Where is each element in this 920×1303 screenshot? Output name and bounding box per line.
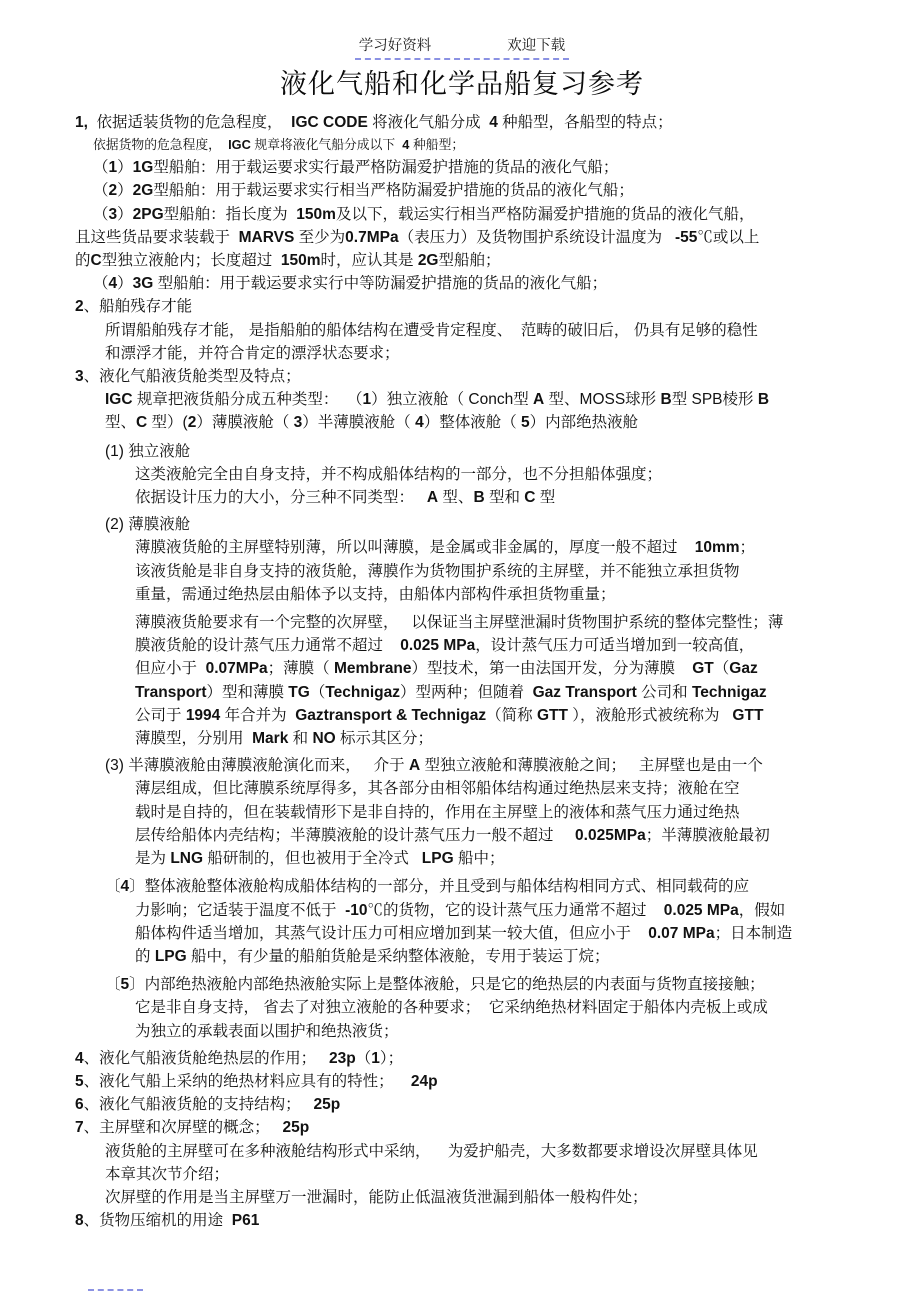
emphasis-text: 4 bbox=[489, 114, 498, 131]
text-line bbox=[75, 411, 884, 434]
body-text: 规章把液货船分成五种类型： （ bbox=[132, 391, 363, 409]
body-text: 〕整体液舱整体液舱构成船体结构的一部分，并且受到与船体结构相同方式、相同载荷的应 bbox=[129, 878, 750, 896]
emphasis-text: B bbox=[660, 391, 672, 409]
body-text: (1) 独立液舱 bbox=[105, 442, 191, 460]
emphasis-text: 4 bbox=[415, 414, 424, 432]
text-line bbox=[75, 134, 884, 156]
emphasis-text: 0.025 MPa bbox=[400, 637, 476, 655]
body-text: 型船舶； bbox=[438, 252, 501, 270]
body-text: 、液化气船上采纳的绝热材料应具有的特性； bbox=[83, 1072, 411, 1090]
emphasis-text: 10mm bbox=[694, 539, 740, 557]
emphasis-text: 0.025 MPa bbox=[663, 901, 739, 919]
emphasis-text: C bbox=[524, 489, 536, 507]
body-text: (3) 半薄膜液舱由薄膜液舱演化而来， 介于 bbox=[105, 757, 409, 775]
text-line bbox=[75, 922, 884, 945]
emphasis-text: Gaz Transport bbox=[532, 683, 637, 701]
text-line bbox=[75, 875, 884, 898]
emphasis-text: A bbox=[426, 489, 439, 507]
body-text: 层传给船体内壳结构；半薄膜液舱的设计蒸气压力一般不超过 bbox=[135, 826, 576, 844]
text-line bbox=[75, 226, 884, 249]
emphasis-text: -10 bbox=[345, 901, 368, 919]
body-text: ） bbox=[117, 159, 133, 177]
body-text: 、液化气船液货舱的支持结构； bbox=[83, 1096, 314, 1114]
emphasis-text: 2PG bbox=[132, 205, 164, 223]
text-line bbox=[75, 1209, 884, 1232]
emphasis-text: 1 bbox=[108, 159, 118, 177]
emphasis-text: 0.025MPa bbox=[575, 826, 646, 844]
header-left-text: 学习好资料 bbox=[358, 38, 432, 54]
body-text: 将液化气船分成 bbox=[367, 114, 490, 131]
body-text: 它是非自身支持， 省去了对独立液舱的各种要求； 它采纳绝热材料固定于船体内壳板上或成 bbox=[135, 999, 768, 1017]
body-text: 薄层组成，但比薄膜系统厚得多，其各部分由相邻船体结构通过绝热层来支持；液舱在空 bbox=[135, 780, 740, 798]
emphasis-text: 0.7MPa bbox=[345, 228, 399, 246]
body-text: 〕内部绝热液舱内部绝热液舱实际上是整体液舱，只是它的绝热层的内表面与货物直接接触； bbox=[129, 976, 765, 994]
emphasis-text: LNG bbox=[170, 850, 204, 868]
emphasis-text: 25p bbox=[282, 1119, 310, 1137]
text-line bbox=[75, 111, 884, 134]
emphasis-text: 1, bbox=[75, 114, 88, 131]
spellcheck-dash-mark bbox=[88, 1289, 143, 1291]
emphasis-text: C bbox=[90, 252, 102, 270]
body-text: 液货舱的主屏壁可在多种液舱结构形式中采纳， 为爱护船壳，大多数都要求增设次屏壁具体见 bbox=[105, 1142, 758, 1160]
body-text: 薄膜型，分别用 bbox=[135, 730, 253, 748]
text-line bbox=[75, 583, 884, 606]
body-text: 型船舶：用于载运要求实行中等防漏爱护措施的货品的液化气船； bbox=[153, 275, 608, 293]
body-text: 次屏壁的作用是当主屏壁万一泄漏时，能防止低温液货泄漏到船体一般构件处； bbox=[105, 1188, 648, 1206]
emphasis-text: 4 bbox=[75, 1049, 84, 1067]
body-text: 薄膜液货舱的主屏壁特别薄，所以叫薄膜，是金属或非金属的，厚度一般不超过 bbox=[135, 539, 695, 557]
text-line bbox=[75, 179, 884, 202]
emphasis-text: 2G bbox=[132, 182, 154, 200]
header-underline bbox=[355, 34, 570, 60]
header-right-text: 欢迎下载 bbox=[507, 38, 566, 54]
body-text: 公司和 bbox=[636, 683, 692, 701]
emphasis-text: GTT bbox=[536, 706, 568, 724]
emphasis-text: 0.07 MPa bbox=[648, 924, 715, 942]
text-line bbox=[75, 634, 884, 657]
body-text: ） bbox=[117, 275, 133, 293]
body-text: ）整体液舱（ bbox=[423, 414, 521, 432]
text-line bbox=[75, 611, 884, 634]
emphasis-text: Transport bbox=[135, 683, 207, 701]
emphasis-text: C bbox=[136, 414, 148, 432]
text-line bbox=[75, 388, 884, 411]
text-line bbox=[75, 486, 884, 509]
emphasis-text: IGC bbox=[105, 391, 133, 409]
body-text: 、主屏壁和次屏壁的概念； bbox=[83, 1119, 283, 1137]
emphasis-text: 2 bbox=[75, 298, 84, 316]
text-line bbox=[75, 463, 884, 486]
emphasis-text: 23p bbox=[329, 1049, 356, 1067]
body-text: （简称 bbox=[486, 706, 537, 724]
emphasis-text: LPG bbox=[154, 947, 187, 965]
body-text: 时，应认其是 bbox=[320, 252, 418, 270]
text-line bbox=[75, 777, 884, 800]
text-line bbox=[75, 272, 884, 295]
body-text: ，设计蒸气压力可适当增加到一较高值， bbox=[475, 637, 755, 655]
emphasis-text: 7 bbox=[75, 1119, 84, 1137]
body-text: ，假如 bbox=[738, 901, 786, 919]
emphasis-text: 4 bbox=[402, 137, 410, 153]
emphasis-text: 5 bbox=[521, 414, 530, 432]
body-text: 船中； bbox=[453, 850, 505, 868]
body-text: ） bbox=[117, 205, 133, 223]
body-text: 〔 bbox=[105, 878, 121, 896]
emphasis-text: 4 bbox=[108, 275, 118, 293]
emphasis-text: -55 bbox=[674, 228, 698, 246]
text-line bbox=[75, 727, 884, 750]
body-text: 、船舶残存才能 bbox=[83, 298, 193, 316]
document-body bbox=[75, 111, 884, 1232]
emphasis-text: 2 bbox=[187, 414, 197, 432]
body-text: 型、 bbox=[105, 414, 137, 432]
text-line bbox=[75, 203, 884, 226]
body-text: 薄膜液货舱要求有一个完整的次屏壁， 以保证当主屏壁泄漏时货物围护系统的整体完整性；薄 bbox=[135, 614, 784, 632]
emphasis-text: 1 bbox=[362, 391, 372, 409]
text-line bbox=[75, 536, 884, 559]
body-text: （ bbox=[93, 159, 109, 177]
emphasis-text: NO bbox=[312, 730, 336, 748]
body-text: 及以下，载运实行相当严格防漏爱护措施的货品的液化气船， bbox=[335, 205, 755, 223]
emphasis-text: Gaztransport & Technigaz bbox=[295, 706, 487, 724]
body-text: 型独立液舱内；长度超过 bbox=[101, 252, 281, 270]
body-text: 膜液货舱的设计蒸气压力通常不超过 bbox=[135, 637, 401, 655]
body-text: （ bbox=[93, 205, 109, 223]
body-text: ）薄膜液舱（ bbox=[196, 414, 294, 432]
body-text: 船中，有少量的船舶货舱是采纳整体液舱，专用于装运丁烷； bbox=[186, 947, 610, 965]
emphasis-text: IGC bbox=[228, 137, 251, 153]
emphasis-text: 6 bbox=[75, 1096, 84, 1114]
body-text: （ bbox=[93, 275, 109, 293]
emphasis-text: A bbox=[408, 757, 421, 775]
text-line bbox=[75, 996, 884, 1019]
body-text: 型独立液舱和薄膜液舱之间； 主屏壁也是由一个 bbox=[420, 757, 763, 775]
body-text: （表压力）及货物围护系统设计温度为 bbox=[398, 228, 675, 246]
emphasis-text: LPG bbox=[421, 850, 454, 868]
emphasis-text: 5 bbox=[75, 1072, 84, 1090]
body-text: 本章其次节介绍； bbox=[105, 1165, 230, 1183]
body-text: 至少为 bbox=[294, 228, 346, 246]
emphasis-text: 24p bbox=[410, 1072, 438, 1090]
body-text: ）型技术，第一由法国开发，分为薄膜 bbox=[411, 660, 693, 678]
emphasis-text: Technigaz bbox=[325, 683, 400, 701]
body-text: 标示其区分； bbox=[335, 730, 433, 748]
emphasis-text: 2G bbox=[417, 252, 439, 270]
emphasis-text: 3 bbox=[108, 205, 118, 223]
body-text: （ bbox=[93, 182, 109, 200]
body-text: 船体构件适当增加，其蒸气设计压力可相应增加到某一较大值，但应小于 bbox=[135, 924, 649, 942]
text-line bbox=[75, 319, 884, 342]
body-text: 、液化气船液货舱类型及特点； bbox=[83, 368, 301, 386]
text-line bbox=[75, 440, 884, 463]
body-text: 重量，需通过绝热层由船体予以支持，由船体内部构件承担货物重量； bbox=[135, 585, 616, 603]
body-text: 依据适装货物的危急程度， bbox=[87, 114, 292, 131]
emphasis-text: A bbox=[533, 391, 545, 409]
body-text: 型船舶：指长度为 bbox=[163, 205, 297, 223]
body-text: 规章将液化气船分成以下 bbox=[250, 137, 403, 153]
body-text: (2) 薄膜液舱 bbox=[105, 516, 191, 534]
text-line bbox=[75, 1047, 884, 1070]
emphasis-text: P61 bbox=[231, 1212, 260, 1230]
text-line bbox=[75, 754, 884, 777]
emphasis-text: 0.07MPa bbox=[205, 660, 268, 678]
body-text: ），液舱形式被统称为 bbox=[567, 706, 733, 724]
document-title: 液化气船和化学品船复习参考 bbox=[280, 69, 644, 99]
emphasis-text: GT bbox=[692, 660, 714, 678]
body-text: 型船舶：用于载运要求实行相当严格防漏爱护措施的货品的液化气船； bbox=[153, 182, 634, 200]
body-text: 是为 bbox=[135, 850, 171, 868]
emphasis-text: 3G bbox=[132, 275, 154, 293]
emphasis-text: 150m bbox=[296, 205, 336, 223]
emphasis-text: B bbox=[757, 391, 770, 409]
emphasis-text: 3 bbox=[75, 368, 84, 386]
body-text: ℃或以上 bbox=[697, 228, 760, 246]
emphasis-text: MARVS bbox=[238, 228, 295, 246]
body-text: 为独立的承载表面以围护和绝热液货； bbox=[135, 1022, 399, 1040]
page-header bbox=[40, 34, 884, 60]
emphasis-text: 1 bbox=[371, 1049, 380, 1067]
text-line bbox=[75, 1116, 884, 1139]
body-text: 型船舶：用于载运要求实行最严格防漏爱护措施的货品的液化气船； bbox=[153, 159, 619, 177]
body-text: ）； bbox=[379, 1049, 404, 1067]
body-text: 力影响；它适装于温度不低于 bbox=[135, 901, 346, 919]
emphasis-text: 1G bbox=[132, 159, 154, 177]
body-text: 的 bbox=[135, 947, 155, 965]
body-text: ； bbox=[739, 539, 756, 557]
text-line bbox=[75, 1070, 884, 1093]
body-text: 该液货舱是非自身支持的液货舱，薄膜作为货物围护系统的主屏壁，并不能独立承担货物 bbox=[135, 562, 740, 580]
text-line bbox=[75, 801, 884, 824]
text-line bbox=[75, 365, 884, 388]
text-line bbox=[75, 249, 884, 272]
body-text: ）独立液舱（ Conch型 bbox=[371, 391, 534, 409]
body-text: ）半薄膜液舱（ bbox=[302, 414, 416, 432]
emphasis-text: Gaz bbox=[729, 660, 758, 678]
body-text: 和 bbox=[288, 730, 313, 748]
body-text: 、液化气船液货舱绝热层的作用； bbox=[83, 1049, 330, 1067]
body-text: ）型两种；但随着 bbox=[399, 683, 533, 701]
body-text: 船研制的，但也被用于全冷式 bbox=[203, 850, 422, 868]
emphasis-text: 2 bbox=[108, 182, 118, 200]
emphasis-text: GTT bbox=[732, 706, 764, 724]
body-text: 但应小于 bbox=[135, 660, 206, 678]
emphasis-text: B bbox=[473, 489, 485, 507]
body-text: 载时是自持的，但在装载情形下是非自持的，作用在主屏壁上的液体和蒸气压力通过绝热 bbox=[135, 803, 740, 821]
text-line bbox=[75, 824, 884, 847]
text-line bbox=[75, 156, 884, 179]
body-text: 〔 bbox=[105, 976, 121, 994]
text-line bbox=[75, 704, 884, 727]
body-text: 依据货物的危急程度， bbox=[93, 137, 229, 153]
emphasis-text: IGC CODE bbox=[291, 114, 368, 131]
emphasis-text: 25p bbox=[313, 1096, 341, 1114]
text-line bbox=[75, 1186, 884, 1209]
body-text: 年合并为 bbox=[220, 706, 296, 724]
body-text: 种船型，各船型的特点； bbox=[497, 114, 673, 131]
body-text: 且这些货品要求装载于 bbox=[75, 228, 239, 246]
body-text: 型 SPB棱形 bbox=[671, 391, 758, 409]
body-text: 和漂浮才能，并符合肯定的漂浮状态要求； bbox=[105, 344, 400, 362]
body-text: 型、 bbox=[438, 489, 474, 507]
body-text: 型、MOSS球形 bbox=[544, 391, 661, 409]
text-line bbox=[75, 1163, 884, 1186]
body-text: （ bbox=[713, 660, 730, 678]
body-text: 所谓船舶残存才能， 是指船舶的船体结构在遭受肯定程度、 范畴的破旧后， 仍具有足够的稳性 bbox=[105, 321, 758, 339]
emphasis-text: Mark bbox=[252, 730, 289, 748]
body-text: 依据设计压力的大小，分三种不同类型： bbox=[135, 489, 427, 507]
emphasis-text: 8 bbox=[75, 1212, 84, 1230]
body-text: ）内部绝热液舱 bbox=[529, 414, 639, 432]
body-text: （ bbox=[309, 683, 326, 701]
text-line bbox=[75, 513, 884, 536]
body-text: 种船型； bbox=[409, 137, 465, 153]
emphasis-text: Technigaz bbox=[691, 683, 767, 701]
text-line bbox=[75, 973, 884, 996]
emphasis-text: TG bbox=[288, 683, 310, 701]
text-line bbox=[75, 847, 884, 870]
body-text: 这类液舱完全由自身支持，并不构成船体结构的一部分，也不分担船体强度； bbox=[135, 465, 663, 483]
emphasis-text: 4 bbox=[120, 878, 130, 896]
text-line bbox=[75, 945, 884, 968]
text-line bbox=[75, 681, 884, 704]
emphasis-text: 1994 bbox=[185, 706, 221, 724]
body-text: 型 bbox=[535, 489, 556, 507]
body-text: 公司于 bbox=[135, 706, 186, 724]
text-line bbox=[75, 295, 884, 318]
text-line bbox=[75, 1020, 884, 1043]
text-line bbox=[75, 560, 884, 583]
body-text: ；半薄膜液舱最初 bbox=[645, 826, 770, 844]
body-text: （ bbox=[355, 1049, 372, 1067]
body-text: ） bbox=[117, 182, 133, 200]
text-line bbox=[75, 1140, 884, 1163]
body-text: 型和 bbox=[484, 489, 525, 507]
body-text: ℃的货物，它的设计蒸气压力通常不超过 bbox=[367, 901, 664, 919]
text-line bbox=[75, 342, 884, 365]
body-text: 型）( bbox=[147, 414, 188, 432]
emphasis-text: 3 bbox=[293, 414, 303, 432]
body-text: ）型和薄膜 bbox=[206, 683, 289, 701]
emphasis-text: 5 bbox=[120, 976, 130, 994]
body-text: ；日本制造 bbox=[714, 924, 793, 942]
text-line bbox=[75, 1093, 884, 1116]
emphasis-text: 150m bbox=[280, 252, 321, 270]
emphasis-text: Membrane bbox=[333, 660, 412, 678]
body-text: ；薄膜（ bbox=[267, 660, 334, 678]
body-text: 、货物压缩机的用途 bbox=[83, 1212, 232, 1230]
text-line bbox=[75, 657, 884, 680]
body-text: 的 bbox=[75, 252, 91, 270]
text-line bbox=[75, 899, 884, 922]
